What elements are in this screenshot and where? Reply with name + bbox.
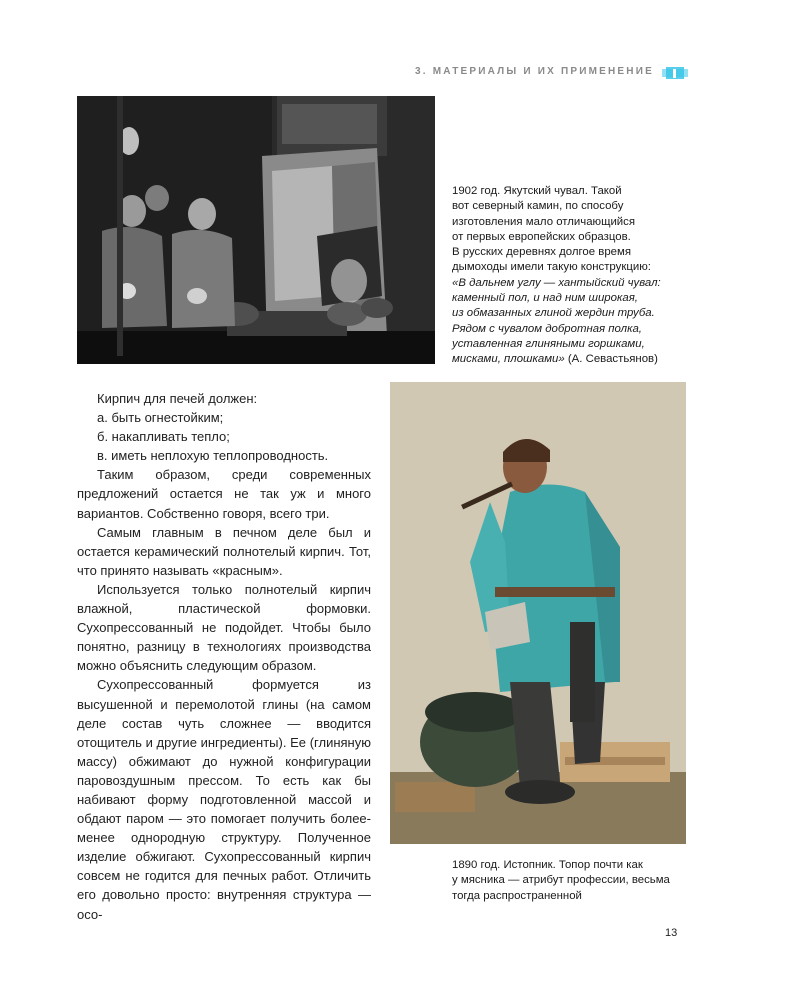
body-paragraph: Кирпич для печей должен: (97, 391, 258, 406)
caption-line: у мясника — атрибут профессии, весьма (452, 874, 670, 887)
caption-line: 1890 год. Истопник. Топор почти как (452, 859, 643, 871)
body-paragraph: Сухопрессованный формуется из высушенной и перемолотой глины (на самом деле состав чуть сложнее — вводится отощитель и другие ингредиенты). Ее (глиняную массу) обжимают до нужной конфигурации паровоздушным прессом. То есть как бы набивают форму подготовленной массой и обдают паром — это помогает получить более-менее однородную структуру. Полученное изделие обжигают. Сухопрессованный кирпич совсем не годится для печных работ. Отличить его довольно просто: внутренняя структура — осо- (77, 677, 371, 922)
caption-line: от первых европейских образцов. (452, 230, 631, 243)
body-paragraph: Таким образом, среди современных предложений остается не так уж и много вариантов. Собственно говоря, всего три. (77, 467, 371, 521)
quote-author: (А. Севастьянов) (567, 353, 658, 366)
quote-line: Рядом с чувалом добротная полка, (452, 322, 642, 335)
quote-line: мисками, плошками» (452, 353, 565, 366)
caption-line: вот северный камин, по способу (452, 200, 624, 213)
photo-yakut-caption (452, 184, 697, 368)
quote-line: каменный пол, и над ним широкая, (452, 292, 638, 305)
list-item: а. быть огнестойким; (97, 410, 224, 426)
caption-line: 1902 год. Якутский чувал. Такой (452, 185, 622, 197)
running-header (415, 66, 688, 82)
chuval-photo-image (77, 96, 435, 364)
list-item: в. иметь неплохую теплопроводность. (97, 448, 329, 464)
stoker-photo-image (390, 382, 686, 844)
caption-line: тогда распространенной (452, 889, 582, 902)
body-paragraph: Используется только полнотелый кирпич влажной, пластической формовки. Сухопрессованный не подойдет. Чтобы было понятно, разницу в технологиях производства можно объяснить следующим образом. (77, 581, 371, 674)
caption-line: В русских деревнях долгое время (452, 246, 631, 259)
photo-stoker (390, 382, 686, 844)
body-paragraph: Самым главным в печном деле был и остается керамический полнотелый кирпич. Тот, что принято называть «красным». (77, 524, 371, 578)
quote-line: из обмазанных глиной жердин труба. (452, 307, 655, 320)
photo-yakut-chuval (77, 96, 435, 364)
quote-line: «В дальнем углу — хантыйский чувал: (452, 276, 661, 289)
chapter-title: 3. МАТЕРИАЛЫ И ИХ ПРИМЕНЕНИЕ (415, 66, 654, 77)
photo-stoker-caption (452, 858, 697, 904)
page-number: 13 (665, 927, 678, 939)
caption-line: дымоходы имели такую конструкцию: (452, 261, 651, 274)
list-item: б. накапливать тепло; (97, 429, 230, 445)
chapter-marker-icon (662, 67, 688, 79)
body-text (77, 389, 371, 924)
quote-line: уставленная глиняными горшками, (452, 337, 645, 350)
caption-line: изготовления мало отличающийся (452, 215, 636, 228)
